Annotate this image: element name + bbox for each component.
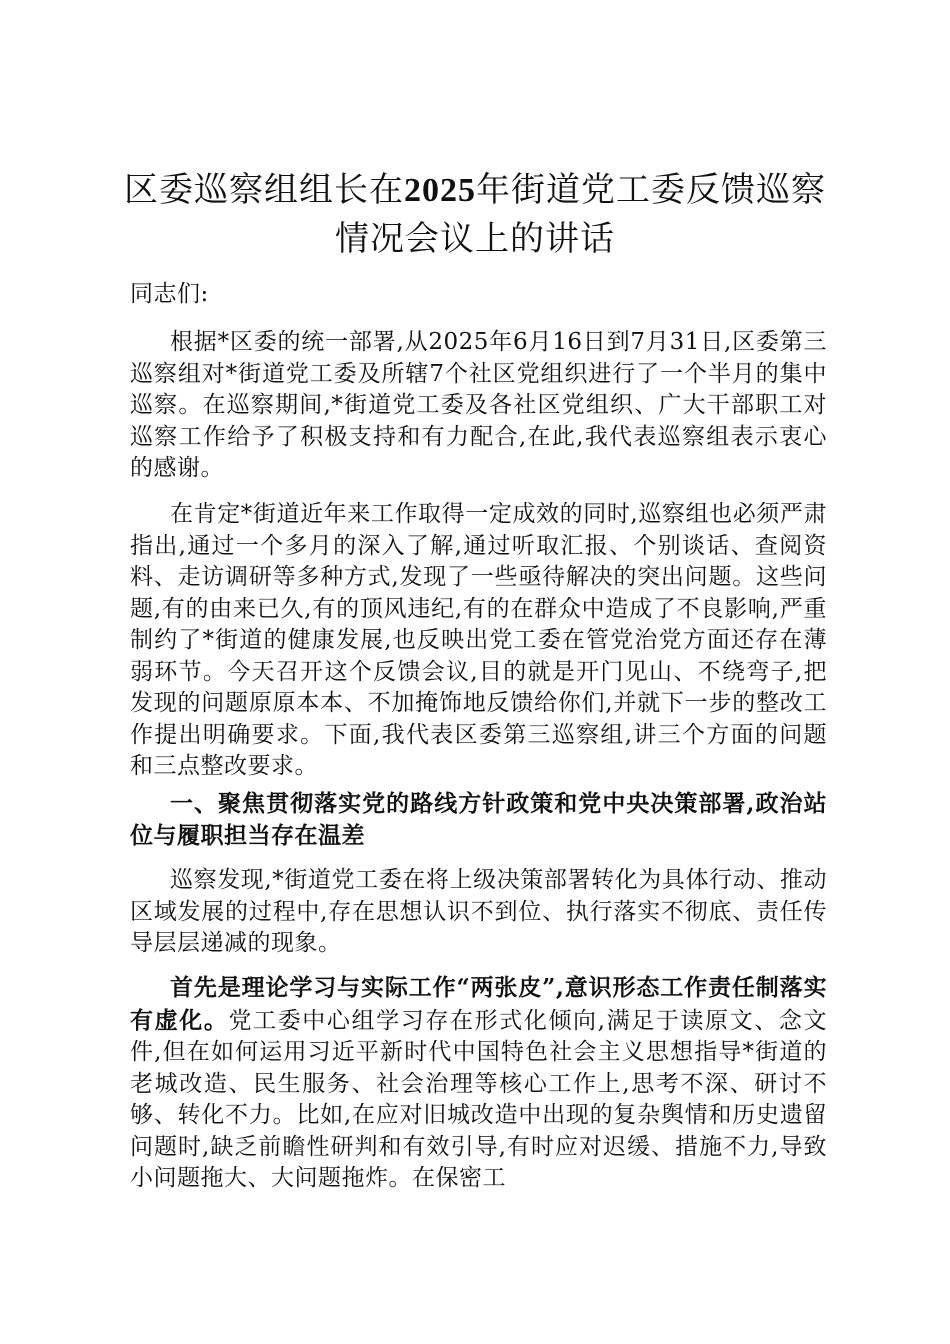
title-year: 2025 (404, 172, 476, 209)
title-part1: 区委巡察组组长在 (124, 172, 404, 209)
document-title (120, 166, 830, 264)
title-part2: 年街道党工委反馈巡察情况会议上的讲话 (335, 172, 826, 258)
paragraph-findings: 巡察发现,*街道党工委在将上级决策部署转化为具体行动、推动区域发展的过程中,存在思想认识不到位、执行落实不彻底、责任传导层层递减的现象。 (130, 867, 827, 956)
first-issue-lead: 首先是理论学习与实际工作“两张皮”,意识形态工作责任制落实有虚化。 (130, 974, 827, 1034)
first-issue-body: 党工委中心组学习存在形式化倾向,满足于读原文、念文件,但在如何运用习近平新时代中国特色社会主义思想指导*街道的老城改造、民生服务、社会治理等核心工作上,思考不深、研讨不够、转化不力。比如,在应对旧城改造中出现的复杂舆情和历史遗留问题时,缺乏前瞻性研判和有效引导,有时应对迟缓、措施不力,导致小问题拖大、大问题拖炸。在保密工 (130, 1007, 828, 1191)
greeting: 同志们: (130, 281, 209, 307)
paragraph-intro: 根据*区委的统一部署,从2025年6月16日到7月31日,区委第三巡察组对*街道党工委及所辖7个社区党组织进行了一个半月的集中巡察。在巡察期间,*街道党工委及各社区党组织、广大干部职工对巡察工作给予了积极支持和有力配合,在此,我代表巡察组表示衷心的感谢。 (130, 329, 827, 481)
section-heading-1: 一、聚焦贯彻落实党的路线方针政策和党中央决策部署,政治站位与履职担当存在温差 (130, 790, 827, 849)
paragraph-first-issue (130, 972, 827, 1195)
paragraph-overview: 在肯定*街道近年来工作取得一定成效的同时,巡察组也必须严肃指出,通过一个多月的深入了解,通过听取汇报、个别谈话、查阅资料、走访调研等多种方式,发现了一些亟待解决的突出问题。这些问题,有的由来已久,有的顶风违纪,有的在群众中造成了不良影响,严重制约了*街道的健康发展,也反映出党工委在管党治党方面还存在薄弱环节。今天召开这个反馈会议,目的就是开门见山、不绕弯子,把发现的问题原原本本、不加掩饰地反馈给你们,并就下一步的整改工作提出明确要求。下面,我代表区委第三巡察组,讲三个方面的问题和三点整改要求。 (130, 501, 827, 779)
